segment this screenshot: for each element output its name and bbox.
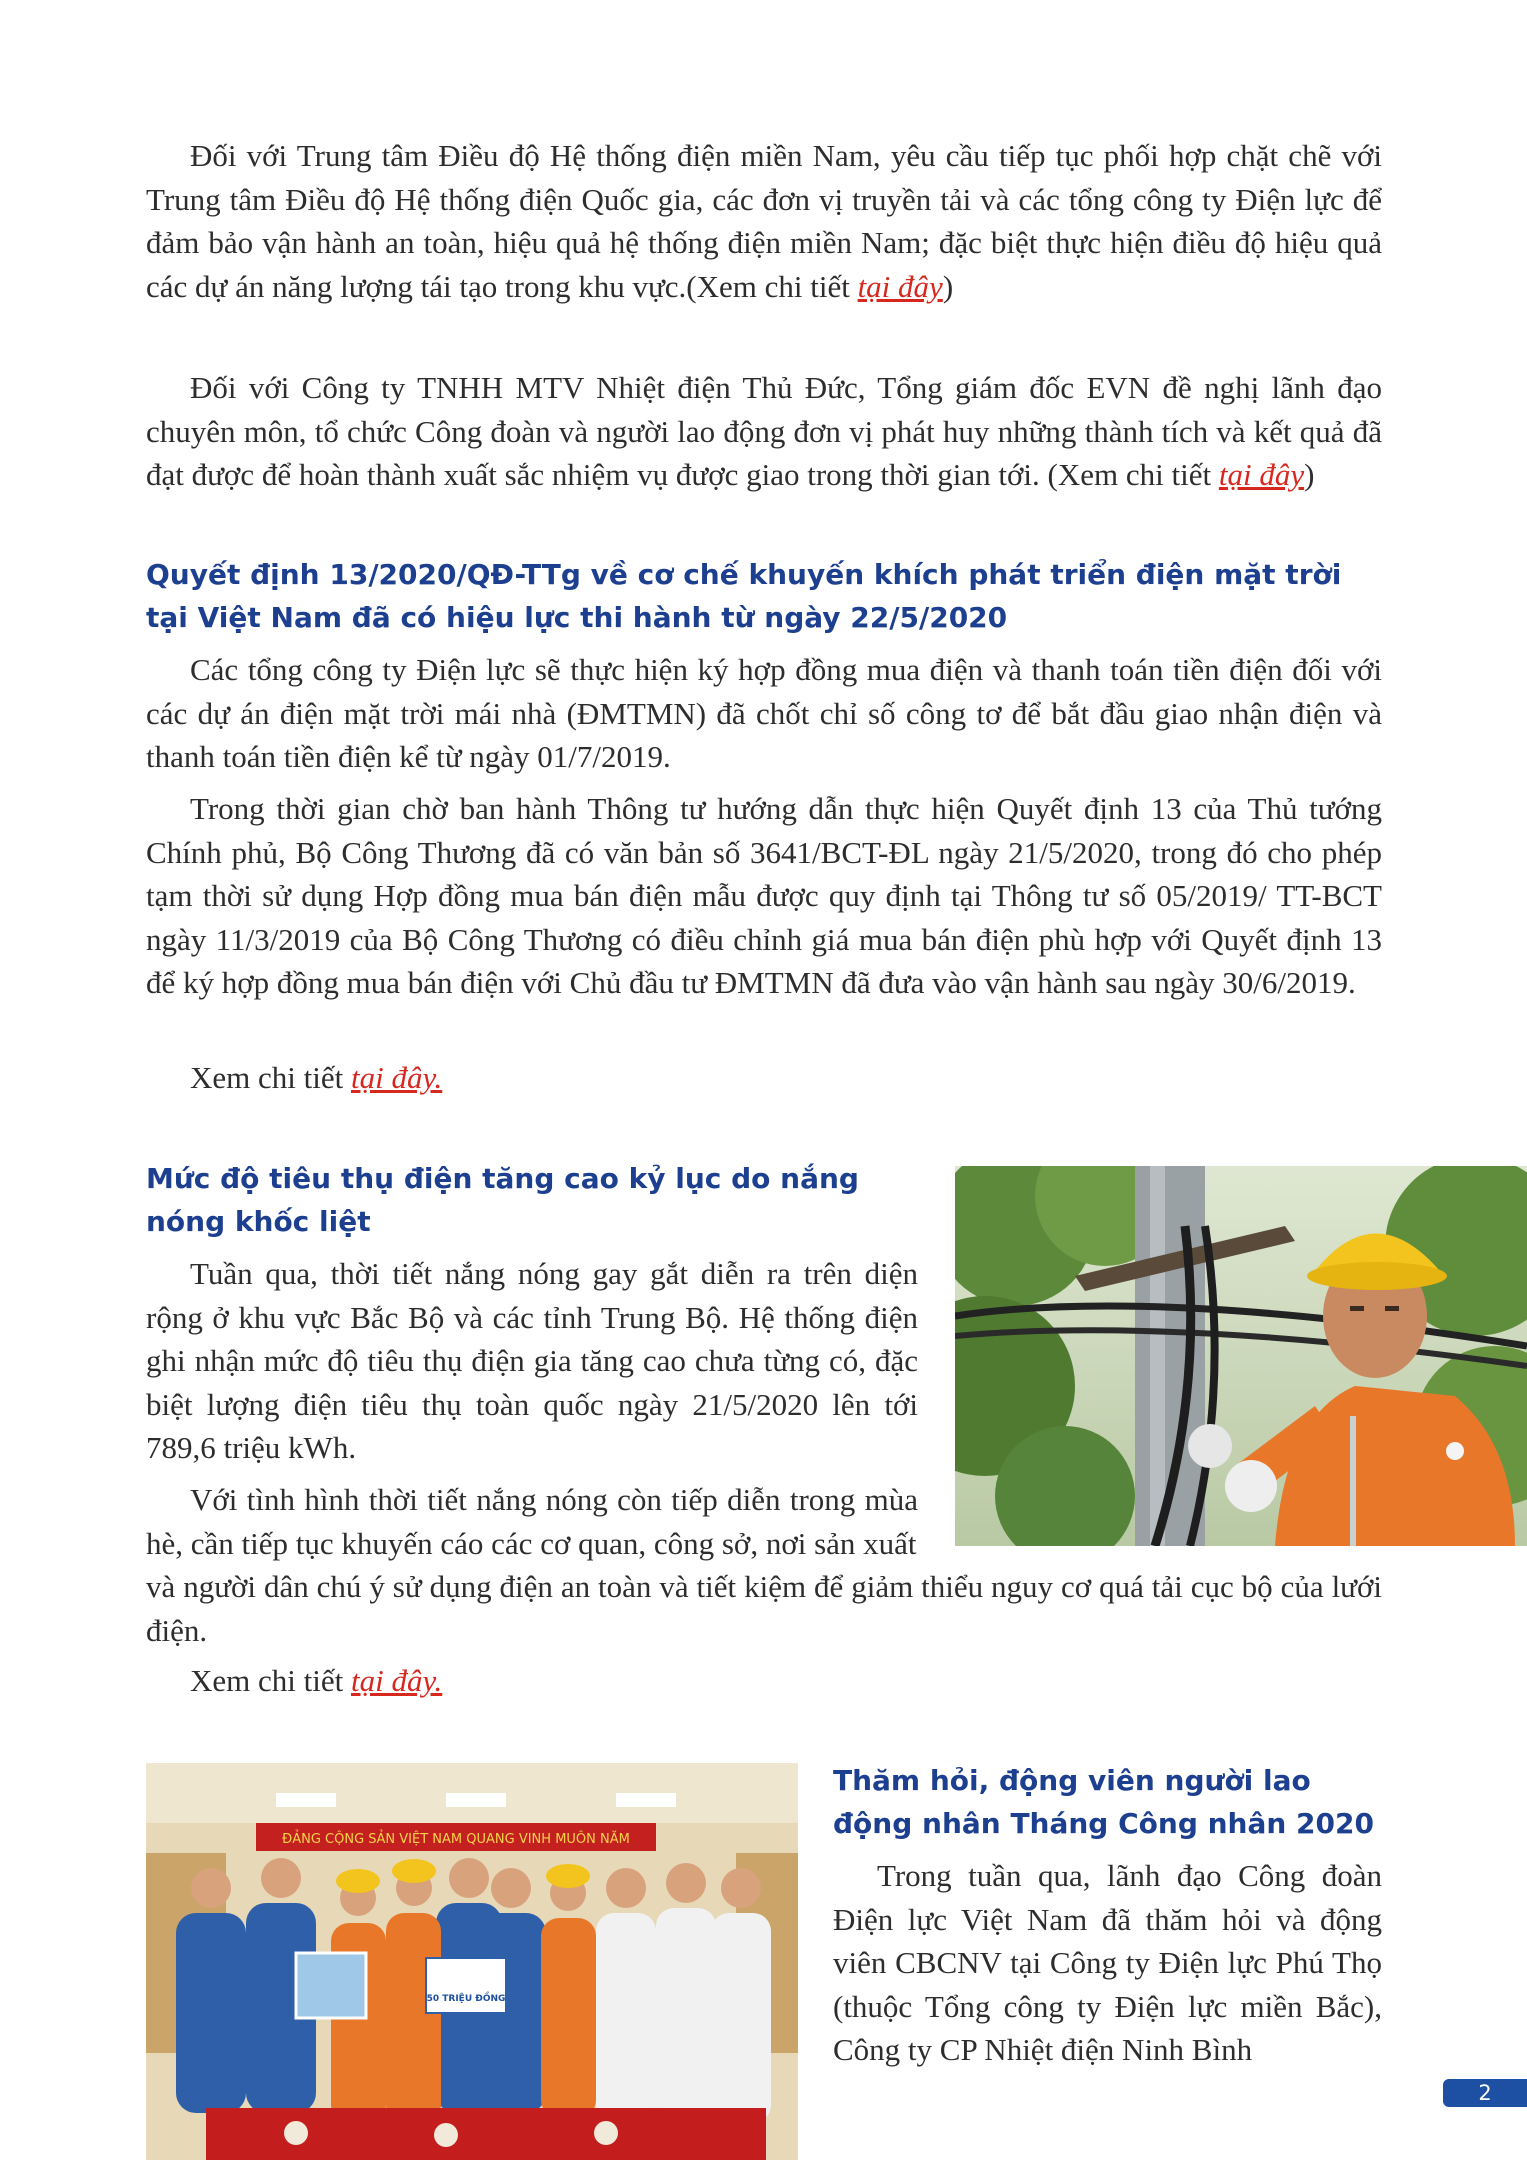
lineman-illustration [955,1166,1527,1546]
paragraph-southern-dispatch: Đối với Trung tâm Điều độ Hệ thống điện miền Nam, yêu cầu tiếp tục phối hợp chặt chẽ với Trung tâm Điều độ Hệ thống điện Quốc gia, các đơn vị truyền tải và các tổng công ty Điện lực để đảm bảo vận hành an toàn, hiệu quả hệ thống điện miền Nam; đặc biệt thực hiện điều độ hiệu quả các dự án năng lượng tái tạo trong khu vực.(Xem chi tiết tại đây) [146,138,1382,304]
photo-group-visit [146,1763,798,2160]
paragraph-see-more-3: Xem chi tiết tại đây. [190,1663,443,1698]
paragraph-see-more-2: Xem chi tiết tại đây. [190,1060,443,1095]
photo-lineman-worker [955,1166,1527,1546]
heading-decision-13: Quyết định 13/2020/QĐ-TTg về cơ chế khuyến khích phát triển điện mặt trời tại Việt Nam đã có hiệu lực thi hành từ ngày 22/5/2020 [146,558,1342,634]
paragraph-circular-guidance: Trong thời gian chờ ban hành Thông tư hướng dẫn thực hiện Quyết định 13 của Thủ tướng Chính phủ, Bộ Công Thương đã có văn bản số 3641/BCT-ĐL ngày 21/5/2020, trong đó cho phép tạm thời sử dụng Hợp đồng mua bán điện mẫu được quy định tại Thông tư số 05/2019/ TT-BCT ngày 11/3/2019 của Bộ Công Thương có điều chỉnh giá mua bán điện phù hợp với Quyết định 13 để ký hợp đồng mua bán điện với Chủ đầu tư ĐMTMN đã đưa vào vận hành sau ngày 30/6/2019. [146,791,1382,1000]
paragraph-heatwave: Tuần qua, thời tiết nắng nóng gay gắt diễn ra trên diện rộng ở khu vực Bắc Bộ và các tỉnh Trung Bộ. Hệ thống điện ghi nhận mức độ tiêu thụ điện gia tăng cao chưa từng có, đặc biệt lượng điện tiêu thụ toàn quốc ngày 21/5/2020 lên tới 789,6 triệu kWh. [146,1256,918,1465]
paragraph-recommendation: Với tình hình thời tiết nắng nóng còn tiếp diễn trong mùa hè, cần tiếp tục khuyến cáo các cơ quan, công sở, nơi sản xuất [146,1482,918,1561]
heading-record-consumption: Mức độ tiêu thụ điện tăng cao kỷ lục do nắng nóng khốc liệt [146,1162,859,1238]
details-link-4[interactable]: tại đây. [350,1663,443,1698]
paragraph-thu-duc: Đối với Công ty TNHH MTV Nhiệt điện Thủ Đức, Tổng giám đốc EVN đề nghị lãnh đạo chuyên môn, tổ chức Công đoàn và người lao động đơn vị phát huy những thành tích và kết quả đã đạt được để hoàn thành xuất sắc nhiệm vụ được giao trong thời gian tới. (Xem chi tiết tại đây) [146,370,1382,492]
group-photo-illustration [146,1763,798,2160]
details-link-3[interactable]: tại đây. [350,1060,443,1095]
details-link-1[interactable]: tại đây [857,268,943,304]
donation-board-text: 50 TRIỆU ĐỒNG [426,1994,506,2004]
paragraph-rooftop-contracts: Các tổng công ty Điện lực sẽ thực hiện ký hợp đồng mua điện và thanh toán tiền điện đối với các dự án điện mặt trời mái nhà (ĐMTMN) đã chốt chỉ số công tơ để bắt đầu giao nhận điện và thanh toán tiền điện kể từ ngày 01/7/2019. [146,652,1382,774]
banner-text: ĐẢNG CỘNG SẢN VIỆT NAM QUANG VINH MUÔN NĂM [282,1832,630,1847]
details-link-2[interactable]: tại đây [1218,457,1305,492]
paragraph-recommendation-cont: và người dân chú ý sử dụng điện an toàn và tiết kiệm để giảm thiểu nguy cơ quá tải cục bộ của lưới điện. [146,1569,1382,1648]
page-number-badge: 2 [1443,2079,1527,2107]
paragraph-union-visit: Trong tuần qua, lãnh đạo Công đoàn Điện lực Việt Nam đã thăm hỏi và động viên CBCNV tại Công ty Điện lực Phú Thọ (thuộc Tổng công ty Điện lực miền Bắc), Công ty CP Nhiệt điện Ninh Bình [833,1858,1382,2067]
heading-worker-month: Thăm hỏi, động viên người lao động nhân Tháng Công nhân 2020 [833,1764,1374,1840]
